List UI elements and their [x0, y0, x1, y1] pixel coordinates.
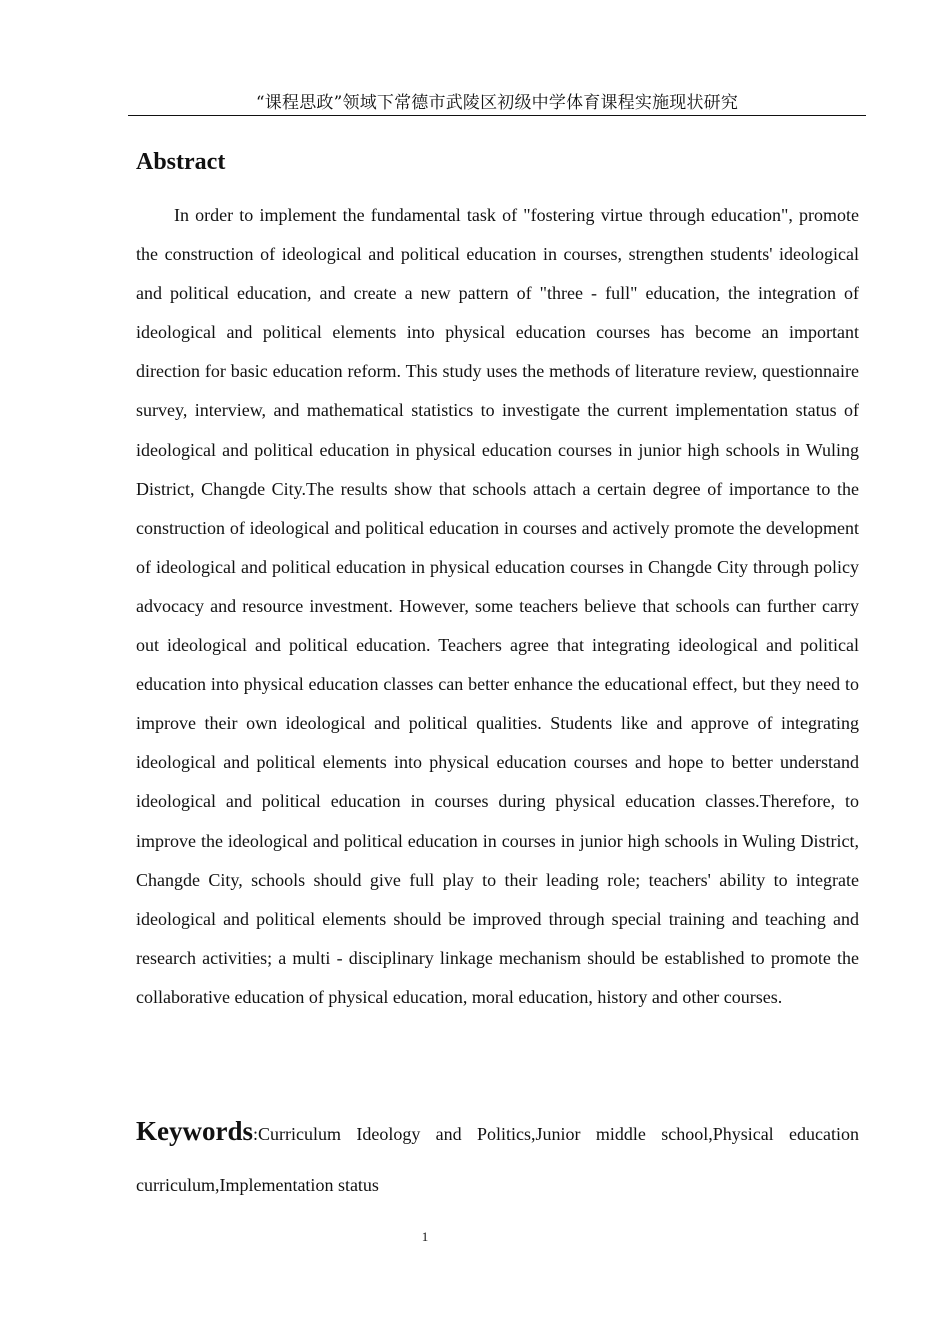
keywords-line — [136, 1106, 859, 1211]
page-number: 1 — [421, 1229, 429, 1244]
header-divider — [128, 115, 866, 116]
keywords-separator: : — [253, 1124, 259, 1144]
keywords-text: Curriculum Ideology and Politics,Junior middle school,Physical education curriculum,Implementation status — [136, 1124, 859, 1195]
abstract-body: In order to implement the fundamental task of "fostering virtue through education", promote the construction of ideological and political education in courses, strengthen students' ideological and political education, and create a new pattern of "three - full" education, the integration of ideological and political elements into physical education courses has become an important direction for basic education reform. This study uses the methods of literature review, questionnaire survey, interview, and mathematical statistics to investigate the current implementation status of ideological and political education in physical education courses in junior high schools in Wuling District, Changde City.The results show that schools attach a certain degree of importance to the construction of ideological and political education in courses and actively promote the development of ideological and political education in physical education courses in Changde City through policy advocacy and resource investment. However, some teachers believe that schools can further carry out ideological and political education. Teachers agree that integrating ideological and political education into physical education classes can better enhance the educational effect, but they need to improve their own ideological and political qualities. Students like and approve of integrating ideological and political elements into physical education courses and hope to better understand ideological and political education in courses during physical education classes.Therefore, to improve the ideological and political education in courses in junior high schools in Wuling District, Changde City, schools should give full play to their leading role; teachers' ability to integrate ideological and political elements should be improved through special training and teaching and research activities; a multi - disciplinary linkage mechanism should be established to promote the collaborative education of physical education, moral education, history and other courses. — [136, 205, 859, 1007]
running-header-title: “课程思政”领域下常德市武陵区初级中学体育课程实施现状研究 — [255, 93, 739, 113]
keywords-label: Keywords — [136, 1116, 253, 1146]
abstract-heading: Abstract — [136, 149, 226, 175]
